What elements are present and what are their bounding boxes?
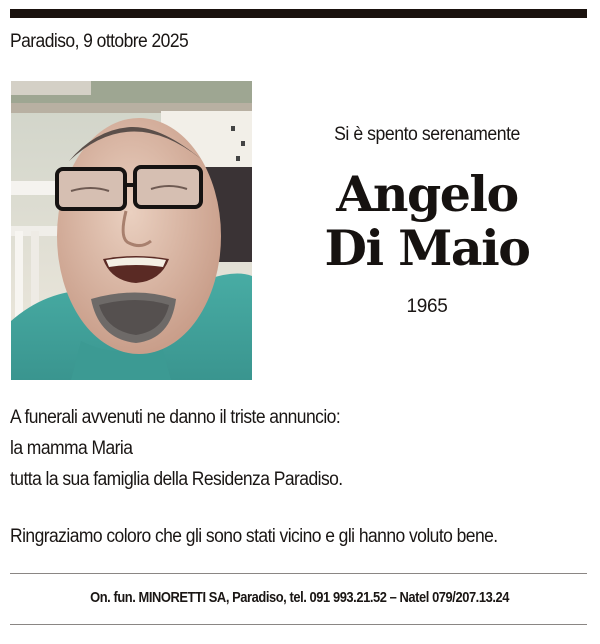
deceased-first-name: Angelo [336, 165, 518, 223]
portrait-photo [11, 81, 252, 380]
deceased-name [292, 167, 562, 275]
body-line: A funerali avvenuti ne danno il triste annuncio: [10, 407, 341, 428]
funeral-home-text: On. fun. MINORETTI SA, Paradiso, tel. 091 993.21.52 – Natel 079/207.13.24 [90, 589, 510, 606]
announcement-intro: Si è spento serenamente [334, 124, 520, 145]
announcement-block [292, 124, 562, 318]
birth-year: 1965 [406, 296, 448, 317]
body-line: tutta la sua famiglia della Residenza Paradiso. [10, 469, 343, 490]
body-line: la mamma Maria [10, 438, 133, 459]
portrait-image [11, 81, 252, 380]
footer-divider-top [10, 573, 587, 574]
deceased-last-name: Di Maio [324, 219, 530, 277]
announcement-body [10, 402, 590, 495]
footer-divider-bottom [10, 624, 587, 625]
top-rule [10, 9, 587, 18]
funeral-home-info [0, 589, 600, 606]
thanks-text: Ringraziamo coloro che gli sono stati vicino e gli hanno voluto bene. [10, 526, 498, 547]
dateline: Paradiso, 9 ottobre 2025 [10, 31, 189, 52]
